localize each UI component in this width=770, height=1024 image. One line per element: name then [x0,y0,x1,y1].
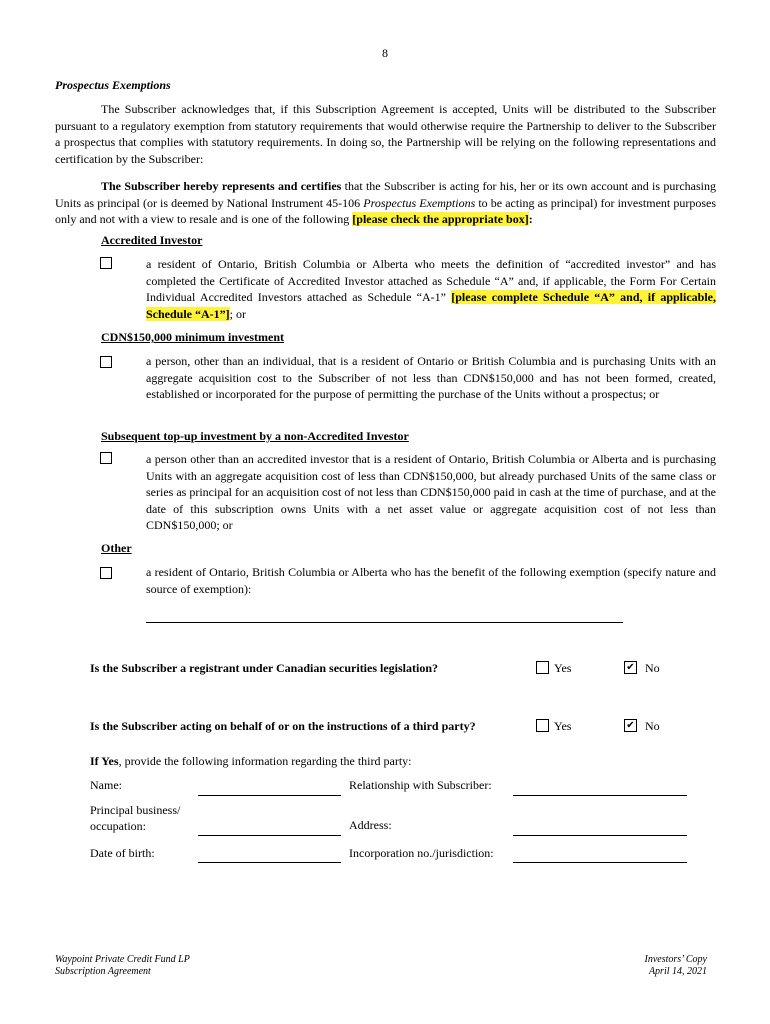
label-third-party-no: No [645,719,660,733]
label-date-of-birth: Date of birth: [90,846,155,860]
option-text-top-up: a person other than an accredited investor that is a resident of Ontario, British Columbia or Alberta and is purchasing Units with an aggregate acquisition cost of less than CDN$150,000, but already purchased Units of the same class or series as principal for an acquisition cost of not less than CDN$150,000 paid in cash at the time of purchase, and at the date of this subscription owns Units with a net asset value or aggregate acquisition cost of not less than CDN$150,000; or [146,452,716,532]
checkbox-top-up[interactable] [100,452,112,464]
label-name: Name: [90,778,122,792]
label-registrant-yes: Yes [554,661,572,675]
label-registrant-no: No [645,661,660,675]
intro-paragraph: The Subscriber acknowledges that, if this Subscription Agreement is accepted, Units will be distributed to the Subscriber pursuant to a regulatory exemption from statutory requirements that would otherwise require the Partnership to deliver to the Subscriber a prospectus that complies with statutory requirements. In doing so, the Partnership will be relying on the following representations and certification by the Subscriber: [55,102,716,166]
date-of-birth-field[interactable] [198,862,341,863]
label-incorporation: Incorporation no./jurisdiction: [349,846,494,860]
business-field[interactable] [198,835,341,836]
represent-end: : [528,212,533,226]
represent-bold-lead: The Subscriber hereby represents and certifies [101,179,342,193]
representation-paragraph [55,178,716,228]
represent-italic: Prospectus Exemptions [363,195,476,210]
represent-text-1: that the Subscriber is acting for his, her or its own account and is purchasing Units as principal (or is deemed by National Instrument 45-106 [55,179,716,210]
option-heading-accredited: Accredited Investor [101,233,203,247]
represent-highlight: [please check the appropriate box] [352,212,529,226]
checkmark-icon: ✔ [626,662,635,673]
option-text-accredited-end: ; or [229,306,247,321]
label-business-line-2: occupation: [90,819,146,833]
label-third-party-yes: Yes [554,719,572,733]
checkbox-minimum-investment[interactable] [100,356,112,368]
label-relationship: Relationship with Subscriber: [349,778,492,792]
page-number: 8 [382,46,388,60]
checkbox-third-party-yes[interactable] [536,719,549,732]
incorporation-field[interactable] [513,862,687,863]
relationship-field[interactable] [513,795,687,796]
option-heading-other: Other [101,541,132,555]
option-heading-minimum-investment: CDN$150,000 minimum investment [101,330,284,344]
third-party-intro-bold: If Yes [90,754,119,768]
footer-left [55,954,190,978]
option-text-other: a resident of Ontario, British Columbia or Alberta who has the benefit of the following exemption (specify nature and source of exemption): [146,565,716,596]
name-field[interactable] [198,795,341,796]
option-heading-top-up: Subsequent top-up investment by a non-Accredited Investor [101,429,409,443]
checkbox-registrant-no[interactable] [624,661,637,674]
footer-document-name: Subscription Agreement [55,966,151,977]
question-third-party: Is the Subscriber acting on behalf of or on the instructions of a third party? [90,719,476,733]
footer-copy-label: Investors’ Copy [644,954,707,965]
checkbox-third-party-no[interactable] [624,719,637,732]
footer-right [645,954,708,978]
third-party-intro-rest: , provide the following information regarding the third party: [118,754,412,768]
represent-text-2: to be acting as principal) for investment purposes only and not with a view to resale and is one of the following [55,195,716,226]
label-business [90,802,180,834]
label-business-line-1: Principal business/ [90,803,181,817]
checkbox-accredited[interactable] [100,257,112,269]
section-title: Prospectus Exemptions [55,78,171,92]
option-text-minimum-investment: a person, other than an individual, that is a resident of Ontario or British Columbia and is purchasing Units with an aggregate acquisition cost to the Subscriber of not less than CDN$150,000 and has not been formed, created, established or incorporated for the purpose of permitting the purchase of the Units without a prospectus; or [146,354,716,401]
question-registrant: Is the Subscriber a registrant under Canadian securities legislation? [90,661,439,675]
footer-fund-name: Waypoint Private Credit Fund LP [55,954,190,965]
address-field[interactable] [513,835,687,836]
third-party-intro [90,754,412,769]
checkmark-icon: ✔ [626,720,635,731]
checkbox-other[interactable] [100,567,112,579]
checkbox-registrant-yes[interactable] [536,661,549,674]
option-text-accredited-highlight: [please complete Schedule “A” and, if applicable, Schedule “A-1”] [146,290,716,321]
footer-date: April 14, 2021 [648,966,707,977]
option-text-accredited [146,256,716,322]
other-exemption-line[interactable] [146,622,623,623]
label-address: Address: [349,818,392,832]
option-text-accredited-body: a resident of Ontario, British Columbia or Alberta who meets the definition of “accredited investor” and has completed the Certificate of Accredited Investor attached as Schedule “A” and, if applicable, the Form For Certain Individual Accredited Investors attached as Schedule “A-1” [146,257,716,304]
